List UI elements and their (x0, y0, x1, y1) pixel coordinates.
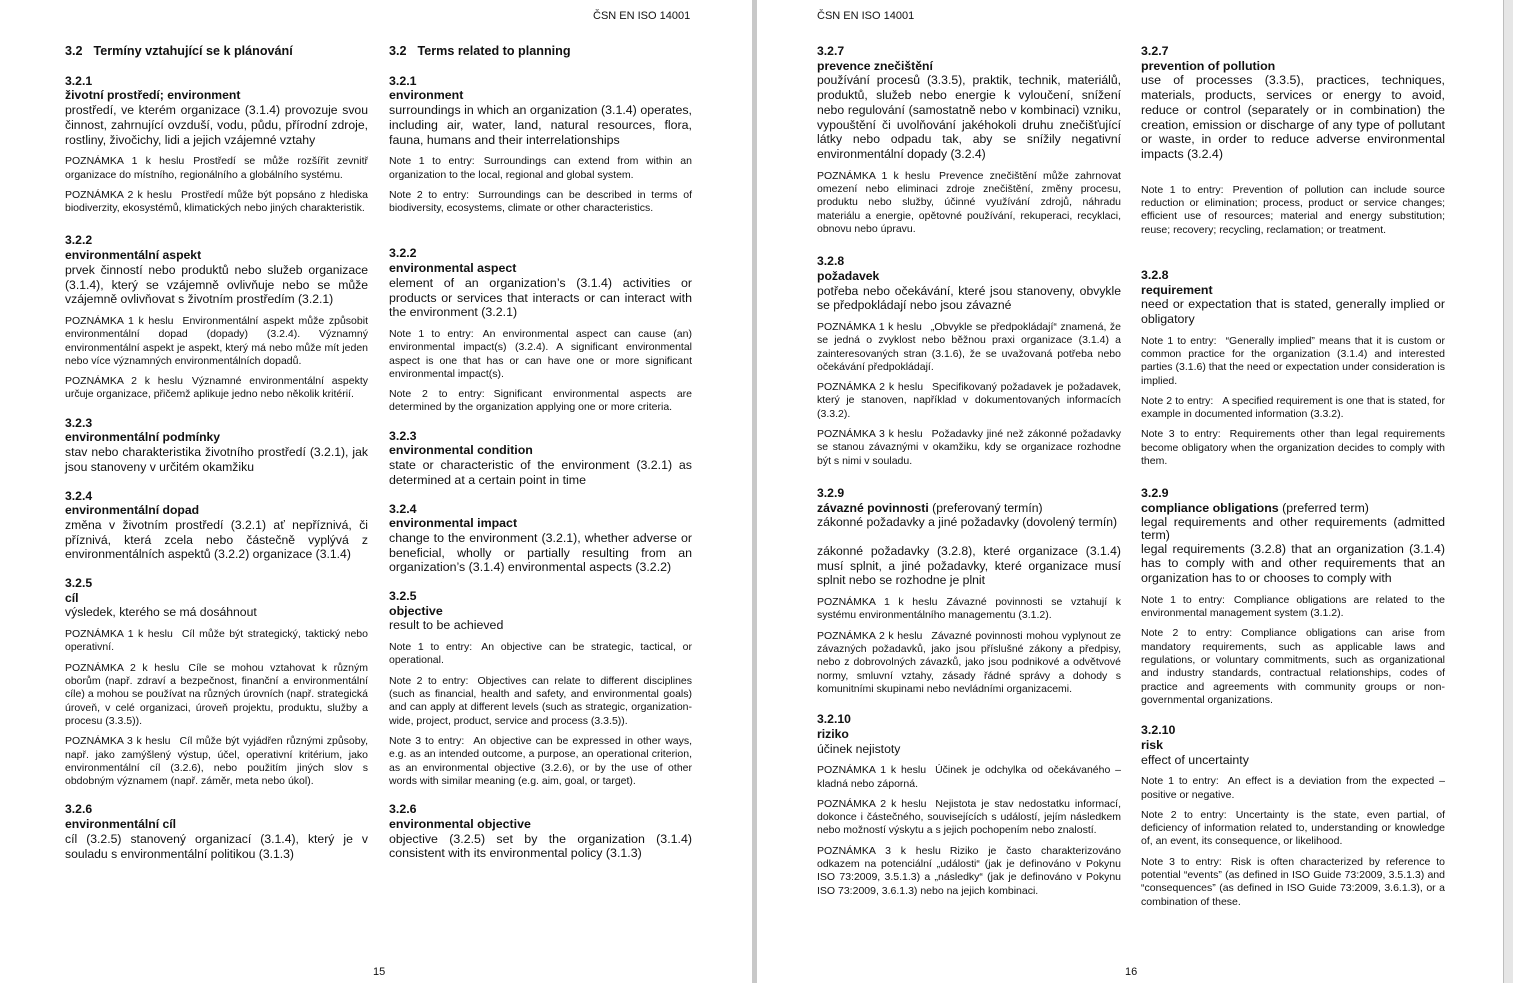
entry-term: požadavek (817, 268, 880, 283)
entry-number: 3.2.9 (817, 485, 845, 500)
entry-number: 3.2.1 (65, 73, 93, 88)
entry-note: Note 1 to entry: An objective can be strategic, tactical, or operational. (389, 641, 692, 667)
entry-definition: element of an organization’s (3.1.4) activities or products or services that interacts or can interact with the environment (3.2.1) (389, 275, 692, 320)
entry-note: Note 1 to entry: An environmental aspect can cause (an) environmental impact(s) (3.2.4). A significant environmental aspect is one that has or can have one or more significant environmental impact(s). (389, 327, 692, 380)
entry-number: 3.2.4 (389, 501, 417, 516)
entry-definition: stav nebo charakteristika životního prostředí (3.2.1), jak jsou stanoveny v určitém okamžiku (65, 445, 368, 474)
entry-term: riziko (817, 726, 849, 741)
entry-note: POZNÁMKA 2 k heslu Významné environmentální aspekty určuje organizace, přičemž aplikuje jedno nebo několik kritérií. (65, 375, 368, 401)
column-english (389, 44, 692, 861)
entry-note: POZNÁMKA 2 k heslu Prostředí může být popsáno z hlediska biodiverzity, ekosystémů, klimatických nebo jiných charakteristik. (65, 188, 368, 215)
entry-admitted-term: legal requirements and other requirements (admitted term) (1141, 514, 1445, 542)
entry-definition: objective (3.2.5) set by the organization (3.1.4) consistent with its environmental policy (3.1.3) (389, 831, 692, 861)
entry-number: 3.2.9 (1141, 486, 1169, 501)
entry-3-2-8 (817, 254, 1121, 468)
section-heading: 3.2 Terms related to planning (389, 44, 571, 58)
entry-3-2-3 (65, 416, 368, 475)
entry-note: Note 2 to entry: A specified requirement is one that is stated, for example in documented information (3.3.2). (1141, 394, 1446, 421)
entry-definition: prvek činností nebo produktů nebo služeb organizace (3.1.4), který se vzájemně ovlivňuje nebo se může vzájemně ovlivňovat s životním prostředím (3.2.1) (65, 262, 368, 307)
entry-note: POZNÁMKA 1 k heslu Účinek je odchylka od očekávaného – kladná nebo záporná. (817, 764, 1121, 790)
entry-3-2-10 (1141, 723, 1445, 909)
entry-definition: cíl (3.2.5) stanovený organizací (3.1.4), který je v souladu s environmentální politikou (3.1.3) (65, 831, 368, 861)
entry-note: Note 1 to entry: An effect is a deviation from the expected – positive or negative. (1141, 775, 1445, 801)
entry-number: 3.2.4 (65, 488, 93, 503)
entry-definition: legal requirements (3.2.8) that an organization (3.1.4) has to comply with and other requirements that an organization has to or chooses to comply with (1141, 541, 1445, 586)
entry-note: Note 2 to entry: Surroundings can be described in terms of biodiversity, ecosystems, climate or other characteristics. (389, 188, 692, 215)
entry-3-2-6 (65, 802, 368, 861)
entry-note: POZNÁMKA 1 k heslu Cíl může být strategický, taktický nebo operativní. (65, 628, 368, 654)
entry-note: POZNÁMKA 1 k heslu Závazné povinnosti se vztahují k systému environmentálního managementu (3.1.2). (817, 596, 1121, 622)
entry-note: POZNÁMKA 2 k heslu Specifikovaný požadavek je požadavek, který je stanoven, například v dokumentovaných informacích (3.3.2). (817, 381, 1121, 420)
entry-note: POZNÁMKA 1 k heslu „Obvykle se předpokládají“ znamená, že se jedná o zvyklost nebo běžnou praxi organizace (3.1.4) a zainteresovaných stran (3.1.6), že se uvažovaná potřeba nebo očekávání předpokládají. (817, 320, 1121, 373)
entry-definition: surroundings in which an organization (3.1.4) operates, including air, water, land, natural resources, flora, fauna, humans and their interrelationships (389, 103, 692, 147)
entry-number: 3.2.10 (1141, 723, 1176, 738)
entry-note: Note 3 to entry: Risk is often characterized by reference to potential “events” (as defined in ISO Guide 73:2009, 3.5.1.3) and “consequences” (as defined in ISO Guide 73:2009, 3.6.1.3), or a combination of these. (1141, 855, 1445, 908)
vertical-scrollbar[interactable] (1503, 0, 1513, 983)
entry-number: 3.2.3 (389, 428, 417, 443)
entry-admitted-term: zákonné požadavky a jiné požadavky (dovolený termín) (817, 515, 1118, 530)
entry-definition: need or expectation that is stated, generally implied or obligatory (1141, 297, 1445, 326)
entry-number: 3.2.5 (389, 589, 417, 604)
entry-number: 3.2.6 (65, 802, 93, 817)
entry-number: 3.2.7 (817, 44, 845, 58)
entry-note: Note 1 to entry: Compliance obligations are related to the environmental management system (3.1.2). (1141, 593, 1445, 620)
entry-term: cíl (65, 590, 79, 605)
entry-note: POZNÁMKA 3 k heslu Cíl může být vyjádřen různými způsoby, např. jako zamýšlený výstup, účel, operativní kritérium, jako environmentální cíl (3.2.6), nebo použitím jiných slov s obdobným významem (např. záměr, meta nebo úkol). (65, 735, 368, 788)
entry-3-2-1 (389, 74, 692, 216)
entry-number: 3.2.1 (389, 73, 417, 88)
entry-definition: potřeba nebo očekávání, které jsou stanoveny, obvykle se předpokládají nebo jsou závazné (817, 283, 1121, 313)
entry-number: 3.2.7 (1141, 44, 1169, 58)
entry-note: Note 3 to entry: An objective can be expressed in other ways, e.g. as an intended outcome, a purpose, an operational criterion, as an environmental objective (3.2.6), or by the use of other words with similar meaning (e.g. aim, goal, or target). (389, 734, 693, 787)
entry-3-2-4 (389, 502, 692, 576)
entry-definition: používání procesů (3.3.5), praktik, technik, materiálů, produktů, služeb nebo energie k vyloučení, snížení nebo regulování (samostatně nebo v kombinaci) vzniku, vypouštění či uvolňování jakéhokoli druhu znečišťující látky nebo odpadu tak, aby se snížily negativní environmentální dopady (3.2.4) (817, 73, 1121, 161)
entry-term: compliance obligations (preferred term) (1141, 501, 1369, 515)
column-english (1141, 44, 1445, 909)
entry-3-2-5 (65, 576, 368, 788)
page-left (0, 0, 752, 983)
entry-term: životní prostředí; environment (65, 88, 241, 103)
entry-3-2-2 (65, 233, 368, 401)
entry-note: POZNÁMKA 3 k heslu Riziko je často charakterizováno odkazem na potenciální „události“ (jak je definováno v Pokynu ISO 73:2009, 3.5.1.3) a „následky“ (jak je definováno v Pokynu ISO 73:2009, 3.6.1.3) nebo na jejich kombinaci. (817, 844, 1121, 897)
entry-term: environmentální dopad (65, 503, 200, 518)
section-heading: 3.2 Termíny vztahující se k plánování (65, 44, 293, 58)
entry-note: POZNÁMKA 2 k heslu Cíle se mohou vztahovat k různým oborům (např. zdraví a bezpečnost, finanční a environmentální cíle) a mohou se používat na různých úrovních (např. strategická úroveň, v celé organizaci, úroveň projektu, produktu, služby a procesu (3.3.5)). (65, 661, 368, 727)
page-header: ČSN EN ISO 14001 (593, 10, 691, 22)
entry-definition: účinek nejistoty (817, 741, 901, 756)
entry-3-2-7 (1141, 44, 1445, 237)
entry-note: Note 1 to entry: Prevention of pollution can include source reduction or elimination; process, product or service changes; efficient use of resources; material and energy substitution; reuse; recovery; recycling, reclamation; or treatment. (1141, 183, 1445, 236)
entry-definition: prostředí, ve kterém organizace (3.1.4) provozuje svou činnost, zahrnující ovzduší, vodu, půdu, přírodní zdroje, rostliny, živočichy, lidi a jejich vzájemné vztahy (65, 103, 368, 147)
entry-3-2-9 (817, 486, 1121, 696)
page-right (757, 0, 1503, 983)
entry-note: POZNÁMKA 1 k heslu Prostředí se může rozšířit zevnitř organizace do místního, regionálního a globálního systému. (65, 155, 368, 181)
entry-definition: state or characteristic of the environment (3.2.1) as determined at a certain point in time (389, 458, 692, 487)
entry-note: POZNÁMKA 3 k heslu Požadavky jiné než zákonné požadavky se stanou závaznými v okamžiku, kdy se organizace rozhodne být s nimi v souladu. (817, 428, 1121, 467)
entry-definition: změna v životním prostředí (3.2.1) ať nepříznivá, či příznivá, která zcela nebo částečně vyplývá z environmentálních aspektů (3.2.2) organizace (3.1.4) (65, 517, 368, 562)
entry-note: POZNÁMKA 1 k heslu Environmentální aspekt může způsobit environmentální dopad (dopady) (3.2.4). Významný environmentální aspekt je aspekt, který má nebo může mít jeden nebo více významných environmentálních dopadů. (65, 314, 368, 367)
entry-3-2-7 (817, 44, 1121, 236)
entry-3-2-1 (65, 74, 368, 216)
entry-number: 3.2.8 (817, 254, 845, 269)
entry-definition: zákonné požadavky (3.2.8), které organizace (3.1.4) musí splnit, a jiné požadavky, které organizace musí splnit nebo se rozhodne je plnit (817, 544, 1121, 588)
entry-note: POZNÁMKA 1 k heslu Prevence znečištění může zahrnovat omezení nebo eliminaci zdroje znečištění, změny procesu, produktu nebo služby, účinné využívání zdrojů, náhradu materiálu a energie, opětovné používání, rekuperaci, recyklaci, obnovu nebo úpravu. (817, 169, 1121, 235)
entry-note: Note 2 to entry: Significant environmental aspects are determined by the organization applying one or more criteria. (389, 388, 692, 414)
entry-number: 3.2.5 (65, 576, 93, 591)
entry-number: 3.2.10 (817, 712, 851, 727)
entry-note: Note 1 to entry: “Generally implied” means that it is custom or common practice for the organization (3.1.4) and interested parties (3.1.6) that the need or expectation under consideration is implied. (1141, 334, 1446, 387)
page-number: 16 (1125, 966, 1138, 978)
page-number: 15 (373, 966, 386, 978)
entry-definition: výsledek, kterého se má dosáhnout (65, 605, 257, 620)
page-header: ČSN EN ISO 14001 (817, 10, 915, 22)
entry-term: risk (1141, 737, 1164, 752)
entry-note: Note 2 to entry: Uncertainty is the state, even partial, of deficiency of information related to, understanding or knowledge of, an event, its consequence, or likelihood. (1141, 808, 1445, 848)
entry-3-2-10 (817, 712, 1121, 898)
entry-term: environmentální podmínky (65, 430, 221, 445)
entry-term: environmental condition (389, 443, 533, 458)
entry-note: Note 1 to entry: Surroundings can extend from within an organization to the local, regional and global system. (389, 155, 692, 181)
entry-term: závazné povinnosti (preferovaný termín) (817, 500, 1043, 515)
entry-note: POZNÁMKA 2 k heslu Závazné povinnosti mohou vyplynout ze závazných požadavků, jako jsou příslušné zákony a předpisy, nebo z dobrovolných závazků, jako jsou podnikové a odvětvové normy, smluvní vztahy, zásady řádné správy a dohody s komunitními skupinami nebo nevládními organizacemi. (817, 629, 1121, 695)
entry-3-2-3 (389, 429, 692, 488)
entry-3-2-8 (1141, 268, 1445, 468)
entry-number: 3.2.6 (389, 802, 417, 817)
entry-term: environmental aspect (389, 261, 517, 276)
entry-term: environmentální cíl (65, 817, 177, 832)
entry-3-2-2 (389, 246, 692, 414)
entry-note: Note 2 to entry: Compliance obligations can arise from mandatory requirements, such as applicable laws and regulations, or voluntary commitments, such as organizational and industry standards, contractual relationships, codes of practice and agreements with community groups or non-governmental organizations. (1141, 627, 1445, 706)
entry-term: requirement (1141, 282, 1213, 297)
entry-definition: use of processes (3.3.5), practices, techniques, materials, products, services or energy to avoid, reduce or control (separately or in combination) the creation, emission or discharge of any type of pollutant or waste, in order to reduce adverse environmental impacts (3.2.4) (1141, 73, 1445, 161)
entry-note: Note 3 to entry: Requirements other than legal requirements become obligatory when the organization decides to comply with them. (1141, 428, 1445, 467)
entry-number: 3.2.2 (389, 246, 417, 261)
entry-3-2-9 (1141, 486, 1445, 707)
entry-3-2-4 (65, 489, 368, 563)
entry-definition: effect of uncertainty (1141, 752, 1249, 767)
column-czech (65, 44, 368, 861)
entry-3-2-5 (389, 589, 692, 788)
column-czech (817, 44, 1121, 898)
entry-note: POZNÁMKA 2 k heslu Nejistota je stav nedostatku informací, dokonce i částečného, souvisejících s událostí, jejím následkem nebo možností výskytu a s jejich pochopením nebo znalostí. (817, 797, 1122, 837)
entry-term: environmentální aspekt (65, 248, 202, 263)
entry-number: 3.2.3 (65, 415, 93, 430)
entry-term: prevence znečištění (817, 58, 933, 73)
entry-note: Note 2 to entry: Objectives can relate to different disciplines (such as financial, health and safety, and environmental goals) and can apply at different levels (such as strategic, organization-wide, project, product, service and process (3.3.5)). (389, 674, 692, 727)
entry-term: objective (389, 603, 443, 618)
entry-number: 3.2.8 (1141, 267, 1169, 282)
entry-term: environmental impact (389, 516, 518, 531)
entry-term: environment (389, 88, 464, 103)
entry-term: environmental objective (389, 816, 531, 831)
entry-definition: change to the environment (3.2.1), whether adverse or beneficial, wholly or partially resulting from an organization’s (3.1.4) environmental aspects (3.2.2) (389, 530, 692, 575)
entry-term: prevention of pollution (1141, 58, 1276, 73)
entry-number: 3.2.2 (65, 233, 93, 248)
entry-3-2-6 (389, 802, 692, 861)
entry-definition: result to be achieved (389, 618, 504, 633)
